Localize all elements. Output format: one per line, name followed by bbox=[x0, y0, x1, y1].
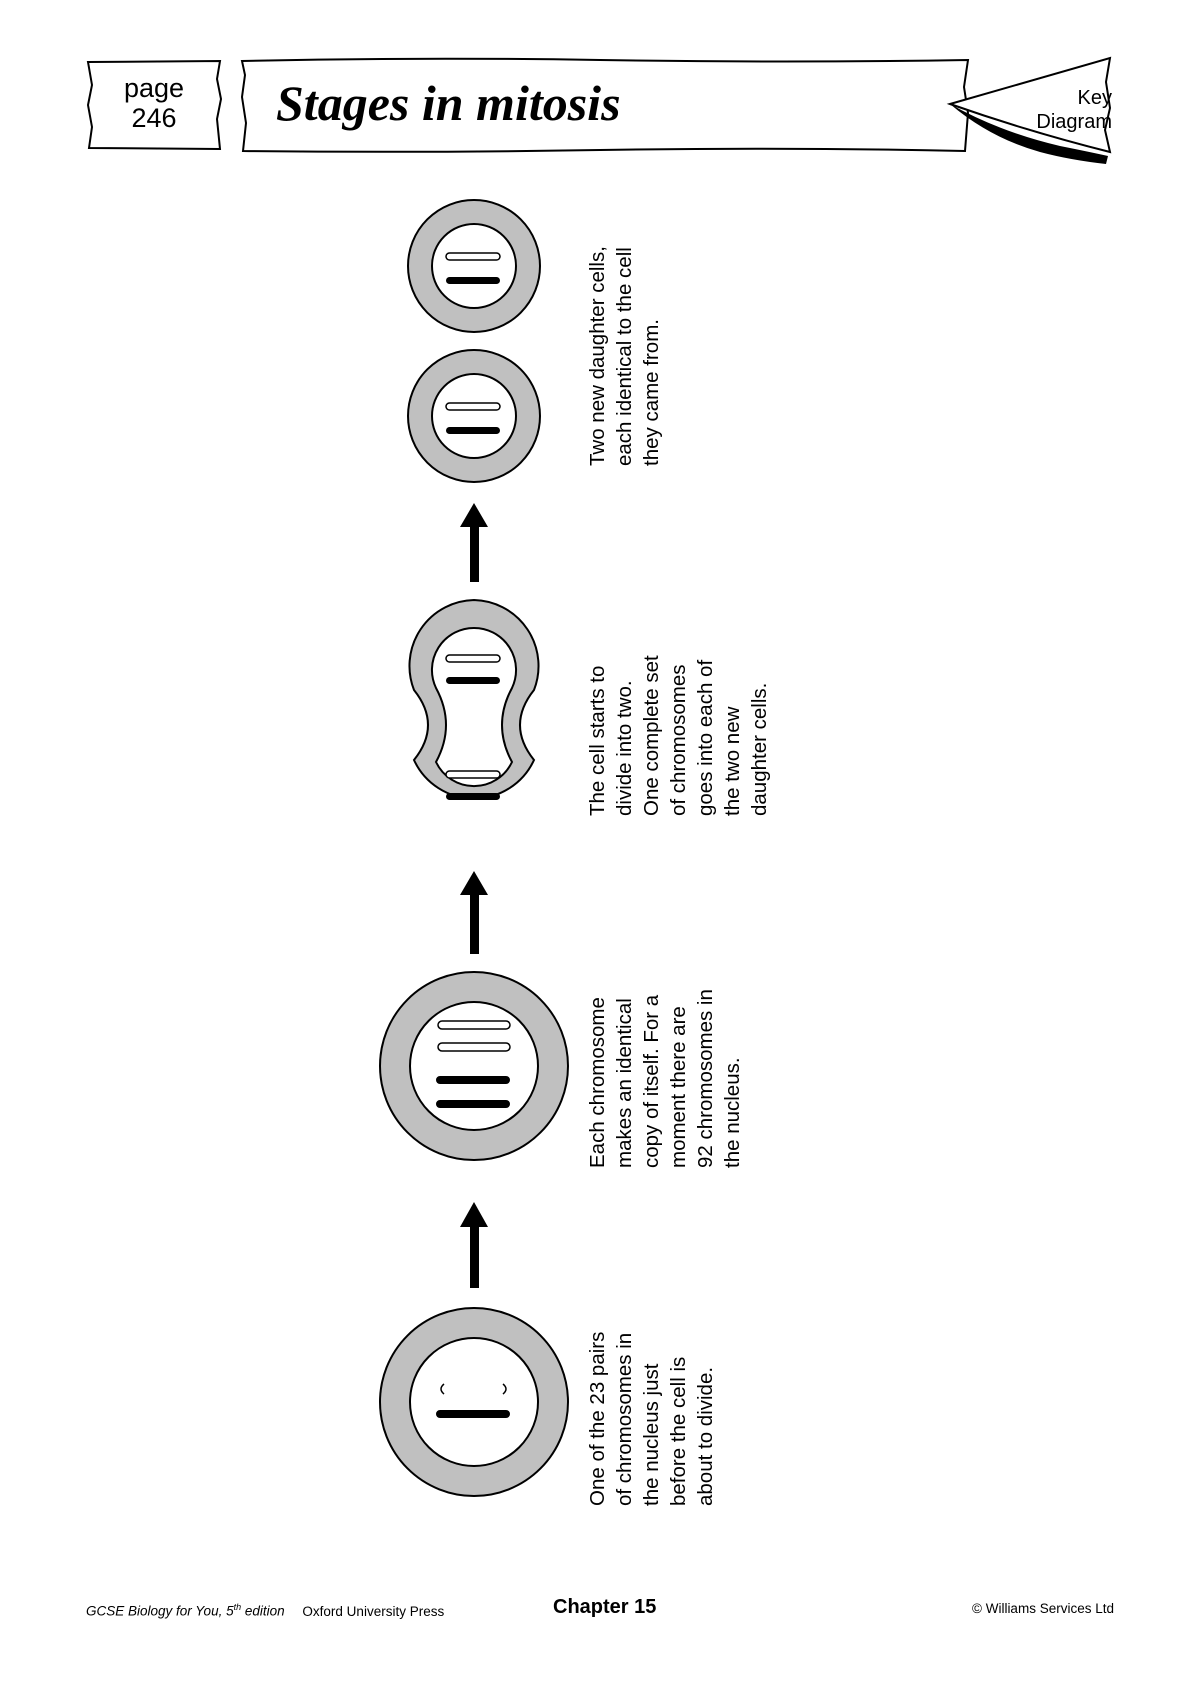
page-number-label bbox=[86, 73, 222, 133]
page-title: Stages in mitosis bbox=[276, 75, 621, 131]
chromosome bbox=[446, 277, 500, 284]
caption-line: 92 chromosomes in bbox=[694, 989, 717, 1168]
caption-line: Each chromosome bbox=[586, 997, 609, 1168]
key-diagram-label bbox=[1002, 86, 1112, 134]
chromosome-copy bbox=[446, 655, 500, 662]
footer-book-title: GCSE Biology for You, 5 bbox=[86, 1603, 234, 1619]
page-reference-box bbox=[86, 59, 222, 151]
stage-1-caption bbox=[584, 1332, 719, 1506]
arrow-up-icon bbox=[460, 1202, 488, 1288]
mitosis-diagram bbox=[0, 180, 1200, 1540]
chromosome-copy bbox=[446, 403, 500, 410]
caption-line: One of the 23 pairs bbox=[586, 1331, 609, 1506]
caption-line: Two new daughter cells, bbox=[586, 246, 609, 466]
caption-line: each identical to the cell bbox=[613, 247, 636, 466]
stage-3-caption bbox=[584, 655, 773, 816]
title-banner bbox=[240, 57, 970, 153]
footer-publisher: Oxford University Press bbox=[302, 1603, 445, 1619]
chromosome-copy bbox=[446, 771, 500, 778]
caption-line: The cell starts to bbox=[586, 665, 609, 816]
footer-copyright: © Williams Services Ltd bbox=[972, 1601, 1114, 1616]
caption-line: copy of itself. For a bbox=[640, 994, 663, 1168]
footer-edition: edition bbox=[241, 1603, 285, 1619]
page-number: 246 bbox=[131, 103, 177, 133]
arrow-up-icon bbox=[460, 871, 488, 954]
key-label: Key bbox=[1077, 87, 1112, 109]
stage-2-caption bbox=[584, 989, 746, 1168]
diagram-label: Diagram bbox=[1036, 111, 1112, 133]
chromosome bbox=[446, 793, 500, 800]
arrow-up-icon bbox=[460, 503, 488, 582]
chromosome bbox=[436, 1076, 510, 1084]
chromosome bbox=[446, 677, 500, 684]
footer-book-credit bbox=[86, 1602, 444, 1619]
chromosome bbox=[436, 1100, 510, 1108]
chromosome-copy bbox=[438, 1043, 510, 1051]
daughter-cell-1 bbox=[408, 200, 540, 332]
daughter-cell-2 bbox=[408, 350, 540, 482]
caption-line: they came from. bbox=[640, 319, 663, 466]
caption-line: One complete set bbox=[640, 655, 663, 816]
caption-line: the nucleus just bbox=[640, 1363, 663, 1506]
caption-line: before the cell is bbox=[667, 1356, 690, 1506]
key-diagram-tag bbox=[940, 52, 1120, 168]
chromosome bbox=[446, 427, 500, 434]
caption-line: about to divide. bbox=[694, 1366, 717, 1506]
caption-line: divide into two. bbox=[613, 680, 636, 816]
stage-3-dividing-cell bbox=[409, 600, 538, 800]
caption-line: makes an identical bbox=[613, 998, 636, 1168]
chromosome-copy bbox=[438, 1021, 510, 1029]
caption-line: the two new bbox=[721, 706, 744, 816]
stage-4-daughter-cells bbox=[408, 200, 540, 482]
footer-chapter: Chapter 15 bbox=[553, 1596, 657, 1618]
stage-4-caption bbox=[584, 246, 665, 466]
caption-line: the nucleus. bbox=[721, 1057, 744, 1168]
page-label: page bbox=[123, 73, 185, 103]
caption-line: daughter cells. bbox=[748, 682, 771, 816]
stage-2-copied-chromosomes-cell bbox=[380, 972, 568, 1160]
footer-edition-sup: th bbox=[233, 1602, 242, 1612]
caption-line: moment there are bbox=[667, 1006, 690, 1168]
caption-line: of chromosomes bbox=[667, 664, 690, 816]
caption-line: goes into each of bbox=[694, 659, 717, 816]
chromosome-copy bbox=[446, 253, 500, 260]
stage-1-cell-before-division bbox=[380, 1308, 568, 1496]
caption-line: of chromosomes in bbox=[613, 1332, 636, 1506]
chromosome bbox=[436, 1410, 510, 1418]
